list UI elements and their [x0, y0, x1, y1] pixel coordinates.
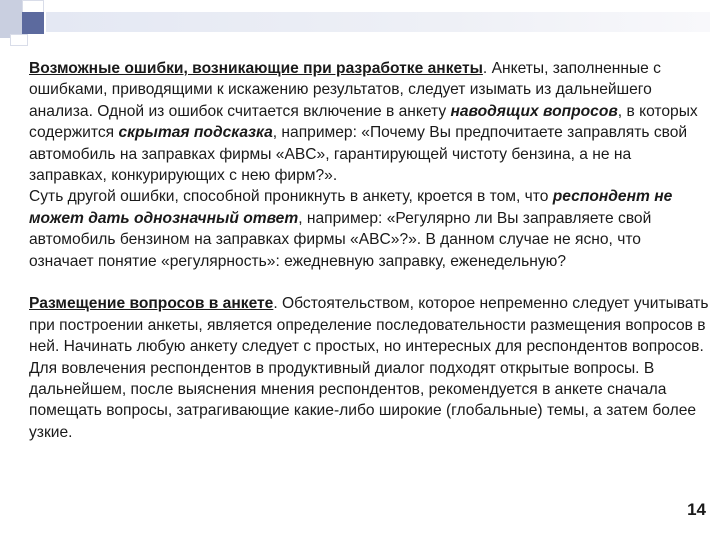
text-fragment: , например: «Регулярно ли Вы заправляете свой автомобиль бензином на заправках фирмы «ABC»?». В данном случае не ясно, что означает понятие «регулярность»: ежедневную заправку, еженедельную? — [29, 209, 652, 270]
section-heading-errors: Возможные ошибки, возникающие при разработке анкеты — [29, 60, 483, 77]
text-fragment: , например: «Почему Вы предпочитаете заправлять свой автомобиль на заправках фирмы «ABC», гарантирующей чистоту бензина, а не на заправках, конкурирующих с нею фирм?». — [29, 124, 688, 185]
text-fragment: . Обстоятельством, которое непременно следует учитывать при построении анкеты, является определение последовательности размещения вопросов в ней. Начинать любую анкету следует с простых, но интересных для респондентов вопросов. Для вовлечения респондентов в продуктивный диалог подходят открытые вопросы. В дальнейшем, после выяснения мнения респондентов, рекомендуется в анкете сначала помещать вопросы, затрагивающие какие-либо широкие (глобальные) темы, а затем более узкие. — [29, 295, 709, 441]
page-number: 14 — [687, 500, 706, 519]
section-heading-placement: Размещение вопросов в анкете — [29, 295, 274, 313]
header-gradient-bar — [46, 12, 710, 32]
text-fragment: , в которых содержится — [29, 102, 698, 142]
emphasis-no-unambiguous-answer: респондент не может дать однозначный ответ — [29, 188, 673, 227]
paragraph-ambiguous-answer — [29, 186, 709, 272]
text-fragment: Суть другой ошибки, способной проникнуть в анкету, кроется в том, что — [29, 188, 553, 206]
paragraph-question-placement — [29, 293, 709, 443]
text-fragment: . Анкеты, заполненные с ошибками, приводящими к искажению результатов, следует изымать из дальнейшего анализа. Одной из ошибок считается включение в анкету — [29, 60, 661, 120]
paragraph-errors — [29, 58, 709, 186]
decorative-square — [0, 0, 22, 22]
decorative-square — [22, 12, 44, 34]
emphasis-leading-questions: наводящих вопросов — [450, 102, 618, 120]
emphasis-hidden-hint: скрытая подсказка — [118, 124, 273, 142]
slide-body — [29, 58, 709, 443]
decorative-square — [10, 34, 28, 46]
paragraph-spacer — [29, 272, 709, 293]
